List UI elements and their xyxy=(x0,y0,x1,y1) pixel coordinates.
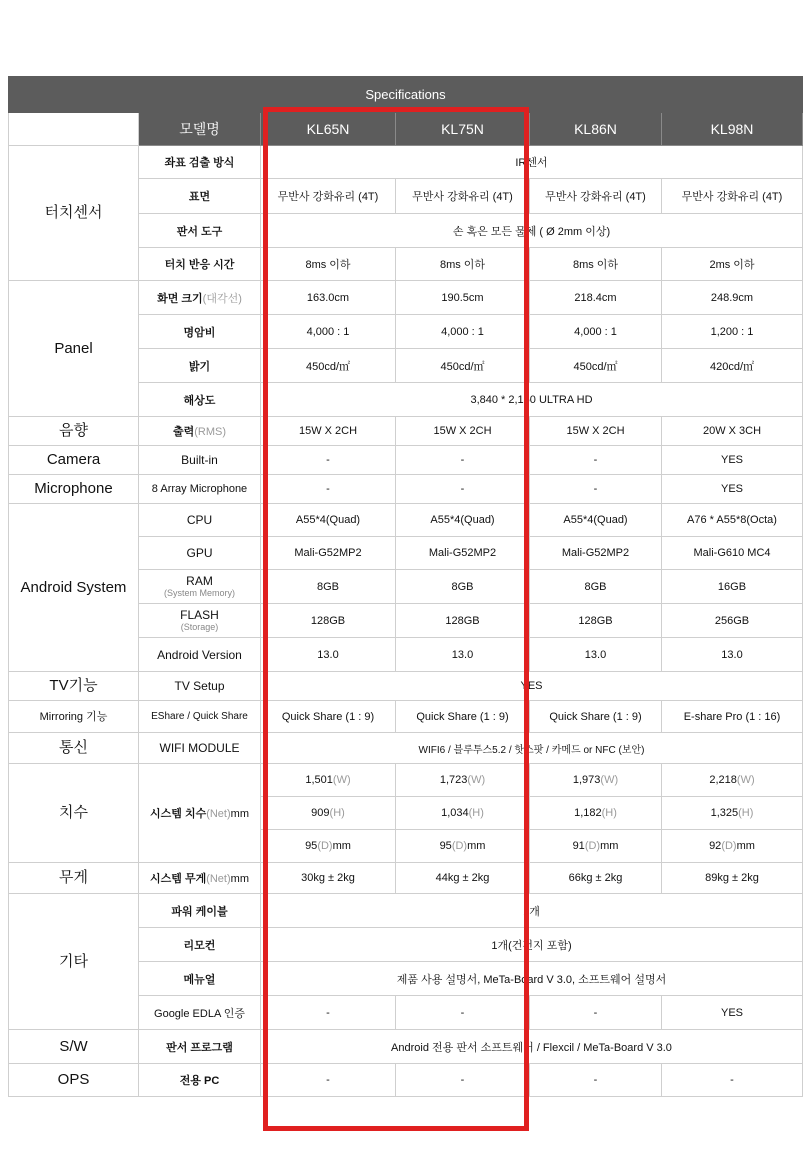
table-row xyxy=(9,701,803,733)
spec-value: 128GB xyxy=(396,604,530,638)
spec-value: 128GB xyxy=(261,604,396,638)
spec-value: 91(D)mm xyxy=(530,830,662,863)
spec-label: 리모컨 xyxy=(139,928,261,962)
spec-value: 1,200 : 1 xyxy=(662,315,803,349)
spec-value: 450cd/㎡ xyxy=(261,349,396,383)
table-row xyxy=(9,475,803,504)
table-row xyxy=(9,1064,803,1097)
spec-value: - xyxy=(261,446,396,475)
spec-label: GPU xyxy=(139,537,261,570)
spec-value: Mali-G610 MC4 xyxy=(662,537,803,570)
category-tv: TV기능 xyxy=(9,672,139,701)
spec-label: 메뉴얼 xyxy=(139,962,261,996)
spec-value: 909(H) xyxy=(261,797,396,830)
spec-label: 전용 PC xyxy=(139,1064,261,1097)
spec-value: A55*4(Quad) xyxy=(530,504,662,537)
spec-value: 8ms 이하 xyxy=(261,248,396,281)
spec-value: 4,000 : 1 xyxy=(261,315,396,349)
spec-label: TV Setup xyxy=(139,672,261,701)
spec-value: 8ms 이하 xyxy=(396,248,530,281)
category-panel: Panel xyxy=(9,281,139,417)
spec-value: 8GB xyxy=(396,570,530,604)
spec-value: 163.0cm xyxy=(261,281,396,315)
spec-value: WIFI6 / 블루투스5.2 / 핫스팟 / 카메드 or NFC (보안) xyxy=(261,733,803,764)
spec-value: 무반사 강화유리 (4T) xyxy=(530,179,662,214)
spec-value: 420cd/㎡ xyxy=(662,349,803,383)
category-camera: Camera xyxy=(9,446,139,475)
spec-value: - xyxy=(530,996,662,1030)
spec-label: RAM (System Memory) xyxy=(139,570,261,604)
spec-value: 무반사 강화유리 (4T) xyxy=(261,179,396,214)
category-others: 기타 xyxy=(9,894,139,1030)
spec-label: 판서 프로그램 xyxy=(139,1030,261,1064)
spec-value: A55*4(Quad) xyxy=(396,504,530,537)
spec-value: - xyxy=(261,996,396,1030)
category-weight: 무게 xyxy=(9,863,139,894)
spec-value: 8ms 이하 xyxy=(530,248,662,281)
spec-value: 218.4cm xyxy=(530,281,662,315)
spec-value: 8GB xyxy=(261,570,396,604)
table-row xyxy=(9,504,803,537)
spec-label: 화면 크기(대각선) xyxy=(139,281,261,315)
spec-value: 4,000 : 1 xyxy=(396,315,530,349)
spec-sheet xyxy=(8,76,802,1097)
spec-label: Built-in xyxy=(139,446,261,475)
spec-value: 190.5cm xyxy=(396,281,530,315)
spec-value: 무반사 강화유리 (4T) xyxy=(396,179,530,214)
spec-value: 1,723(W) xyxy=(396,764,530,797)
table-title: Specifications xyxy=(9,77,803,113)
spec-value: - xyxy=(530,1064,662,1097)
spec-value: - xyxy=(396,996,530,1030)
spec-value: 16GB xyxy=(662,570,803,604)
spec-value: 450cd/㎡ xyxy=(396,349,530,383)
category-audio: 음향 xyxy=(9,417,139,446)
spec-value: 1,182(H) xyxy=(530,797,662,830)
spec-value: E-share Pro (1 : 16) xyxy=(662,701,803,733)
spec-label: EShare / Quick Share xyxy=(139,701,261,733)
spec-value: 손 혹은 모든 물체 ( Ø 2mm 이상) xyxy=(261,214,803,248)
table-row xyxy=(9,1030,803,1064)
spec-label: 파워 케이블 xyxy=(139,894,261,928)
spec-value: 2,218(W) xyxy=(662,764,803,797)
spec-value: - xyxy=(396,446,530,475)
spec-value: 2ms 이하 xyxy=(662,248,803,281)
spec-value: YES xyxy=(662,475,803,504)
model-kl65n: KL65N xyxy=(261,113,396,146)
category-software: S/W xyxy=(9,1030,139,1064)
spec-label: 8 Array Microphone xyxy=(139,475,261,504)
spec-label: 좌표 검출 방식 xyxy=(139,146,261,179)
spec-value: 4,000 : 1 xyxy=(530,315,662,349)
spec-value: 8GB xyxy=(530,570,662,604)
spec-value: 15W X 2CH xyxy=(261,417,396,446)
spec-value: 20W X 3CH xyxy=(662,417,803,446)
spec-value: 무반사 강화유리 (4T) xyxy=(662,179,803,214)
spec-value: Mali-G52MP2 xyxy=(530,537,662,570)
spec-label: CPU xyxy=(139,504,261,537)
category-mirroring: Mirroring 기능 xyxy=(9,701,139,733)
spec-label: 명암비 xyxy=(139,315,261,349)
spec-value: Mali-G52MP2 xyxy=(261,537,396,570)
category-network: 통신 xyxy=(9,733,139,764)
category-dimensions: 치수 xyxy=(9,764,139,863)
table-row xyxy=(9,863,803,894)
spec-value: 1,325(H) xyxy=(662,797,803,830)
spec-value: 15W X 2CH xyxy=(530,417,662,446)
spec-value: A76 * A55*8(Octa) xyxy=(662,504,803,537)
spec-label: 시스템 무게(Net)mm xyxy=(139,863,261,894)
spec-value: 제품 사용 설명서, MeTa-Board V 3.0, 소프트웨어 설명서 xyxy=(261,962,803,996)
model-label: 모델명 xyxy=(139,113,261,146)
table-row xyxy=(9,146,803,179)
model-header-row xyxy=(9,113,803,146)
table-row xyxy=(9,672,803,701)
spec-value: Mali-G52MP2 xyxy=(396,537,530,570)
spec-value: Quick Share (1 : 9) xyxy=(396,701,530,733)
spec-value: 248.9cm xyxy=(662,281,803,315)
spec-value: - xyxy=(530,446,662,475)
spec-value: - xyxy=(396,475,530,504)
spec-value: 13.0 xyxy=(662,638,803,672)
spec-value: Quick Share (1 : 9) xyxy=(530,701,662,733)
spec-value: 128GB xyxy=(530,604,662,638)
spec-value: 13.0 xyxy=(396,638,530,672)
table-row xyxy=(9,446,803,475)
spec-value: A55*4(Quad) xyxy=(261,504,396,537)
spec-value: 13.0 xyxy=(261,638,396,672)
spec-value: - xyxy=(396,1064,530,1097)
spec-label: 터치 반응 시간 xyxy=(139,248,261,281)
spec-label: 시스템 치수(Net)mm xyxy=(139,764,261,863)
spec-value: YES xyxy=(261,672,803,701)
spec-value: 1개(건전지 포함) xyxy=(261,928,803,962)
spec-value: - xyxy=(662,1064,803,1097)
spec-label: 판서 도구 xyxy=(139,214,261,248)
table-row xyxy=(9,281,803,315)
spec-value: 30kg ± 2kg xyxy=(261,863,396,894)
spec-value: 15W X 2CH xyxy=(396,417,530,446)
table-row xyxy=(9,764,803,797)
spec-value: 44kg ± 2kg xyxy=(396,863,530,894)
spec-value: IR센서 xyxy=(261,146,803,179)
spec-value: 3,840 * 2,160 ULTRA HD xyxy=(261,383,803,417)
spec-value: - xyxy=(530,475,662,504)
spec-value: 1,973(W) xyxy=(530,764,662,797)
table-row xyxy=(9,417,803,446)
spec-value: Quick Share (1 : 9) xyxy=(261,701,396,733)
spec-label: Android Version xyxy=(139,638,261,672)
spec-value: 95(D)mm xyxy=(396,830,530,863)
model-kl98n: KL98N xyxy=(662,113,803,146)
category-android: Android System xyxy=(9,504,139,672)
table-row xyxy=(9,733,803,764)
spec-value: 92(D)mm xyxy=(662,830,803,863)
spec-label: WIFI MODULE xyxy=(139,733,261,764)
spec-value: YES xyxy=(662,446,803,475)
spec-label: 표면 xyxy=(139,179,261,214)
spec-value: 1,501(W) xyxy=(261,764,396,797)
spec-value: 89kg ± 2kg xyxy=(662,863,803,894)
spec-value: - xyxy=(261,1064,396,1097)
spec-value: 1개 xyxy=(261,894,803,928)
spec-value: Android 전용 판서 소프트웨어 / Flexcil / MeTa-Board V 3.0 xyxy=(261,1030,803,1064)
spec-label: FLASH (Storage) xyxy=(139,604,261,638)
model-kl75n: KL75N xyxy=(396,113,530,146)
spec-value: YES xyxy=(662,996,803,1030)
header-blank-cell xyxy=(9,113,139,146)
category-microphone: Microphone xyxy=(9,475,139,504)
model-kl86n: KL86N xyxy=(530,113,662,146)
spec-label: 출력(RMS) xyxy=(139,417,261,446)
spec-value: 256GB xyxy=(662,604,803,638)
category-ops: OPS xyxy=(9,1064,139,1097)
spec-value: 95(D)mm xyxy=(261,830,396,863)
spec-value: 66kg ± 2kg xyxy=(530,863,662,894)
spec-label: 밝기 xyxy=(139,349,261,383)
spec-label: Google EDLA 인증 xyxy=(139,996,261,1030)
category-touch: 터치센서 xyxy=(9,146,139,281)
spec-value: 1,034(H) xyxy=(396,797,530,830)
spec-label: 해상도 xyxy=(139,383,261,417)
spec-value: 13.0 xyxy=(530,638,662,672)
spec-value: - xyxy=(261,475,396,504)
table-row xyxy=(9,894,803,928)
spec-table xyxy=(8,76,803,1097)
spec-value: 450cd/㎡ xyxy=(530,349,662,383)
